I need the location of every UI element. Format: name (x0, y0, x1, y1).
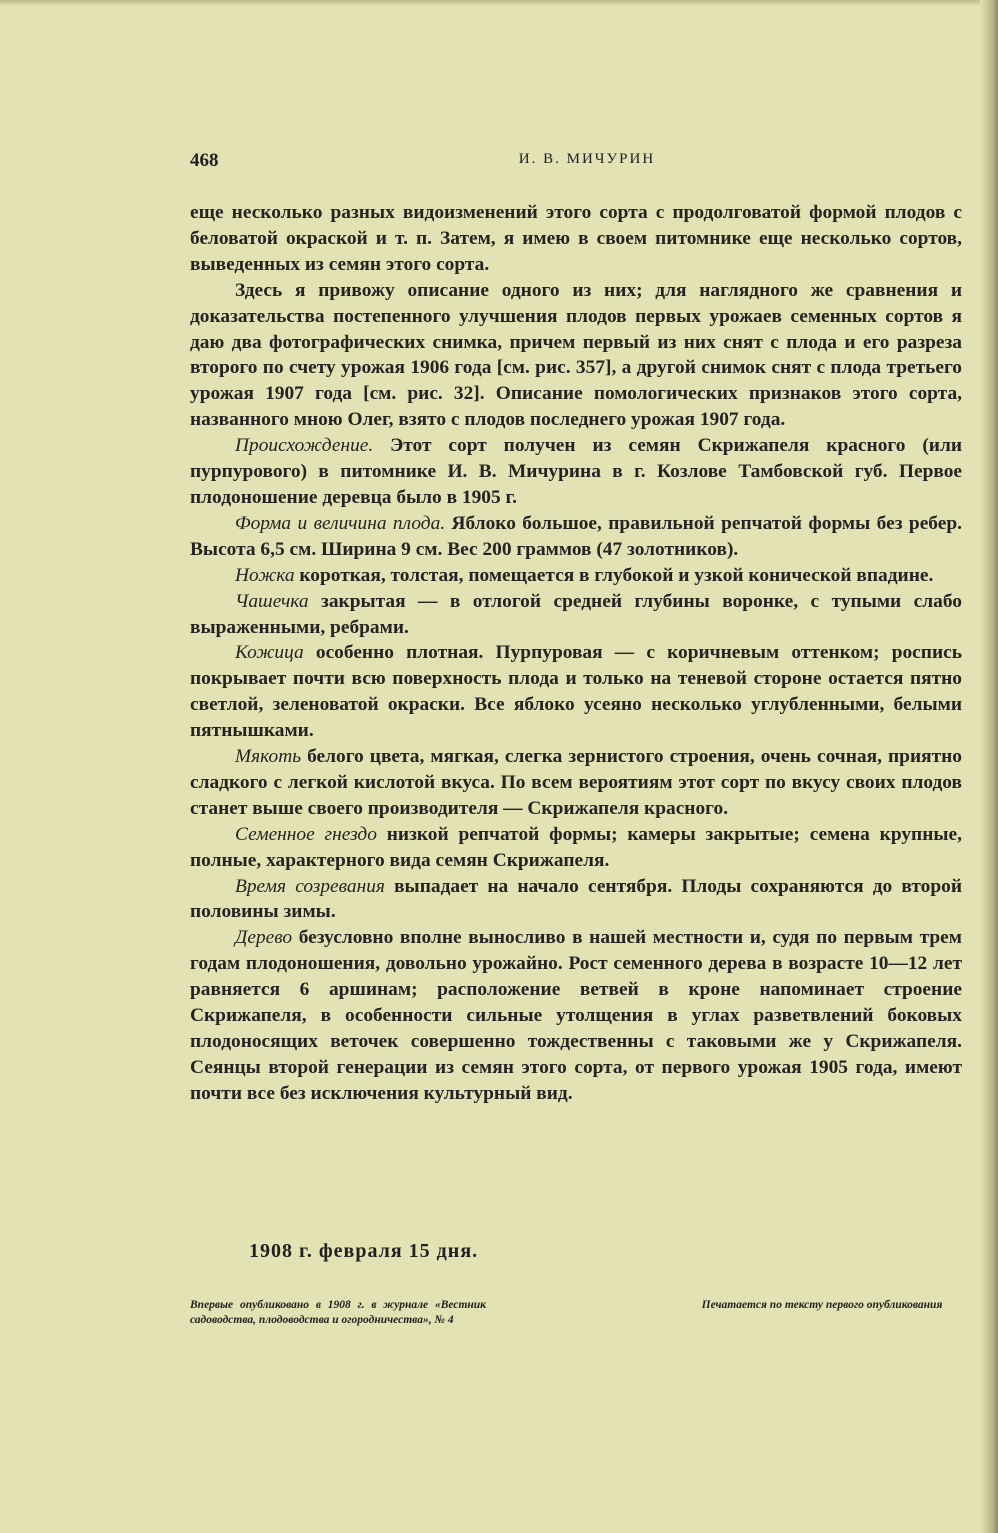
paragraph (190, 822, 962, 874)
paragraph-lead: Происхождение. (235, 435, 374, 457)
paragraph (190, 874, 962, 926)
paragraph-text: Яблоко большое, правильной репчатой формы без ребер. Высота 6,5 см. Ширина 9 см. Вес 200 граммов (47 золотников). (190, 512, 962, 560)
paragraph (190, 589, 962, 641)
paragraph-lead: Кожица (235, 642, 304, 664)
paragraph-lead: Форма и величина плода. (235, 512, 446, 534)
source-note: Печатается по тексту первого опубликования (701, 1299, 943, 1311)
paragraph-lead: Ножка (235, 564, 295, 586)
paragraph-text: короткая, толстая, помещается в глубокой и узкой конической впадине. (294, 564, 934, 586)
paragraph-text: выпадает на начало сентября. Плоды сохраняются до второй половины зимы. (190, 875, 962, 923)
paragraph-text: белого цвета, мягкая, слегка зернистого строения, очень сочная, приятно сладкого с легкой кислотой вкуса. По всем вероятиям этот сорт по вкусу своих плодов станет выше своего производителя — Скрижапеля красного. (190, 746, 962, 819)
paragraph (190, 200, 962, 278)
paragraph-text: низкой репчатой формы; камеры закрытые; семена крупные, полные, характерного вида семян Скрижапеля. (190, 823, 962, 871)
page-header (190, 150, 960, 174)
body-text (190, 200, 962, 1107)
page-number: 468 (190, 150, 219, 171)
publication-note: Впервые опубликовано в 1908 г. в журнале «Вестник садоводства, плодоводства и огородничества», № 4 (190, 1299, 486, 1326)
paragraph (190, 433, 962, 511)
paragraph (190, 563, 962, 589)
paragraph (190, 511, 962, 563)
paragraph-text: безусловно вполне выносливо в нашей местности и, судя по первым трем годам плодоношения, довольно урожайно. Рост семенного дерева в возрасте 10—12 лет равняется 6 аршинам; расположение ветвей в кроне напоминает строение Скрижапеля, в особенности сильные утолщения в углах разветвлений боковых плодоносящих веточек совершенно тождественны с таковыми же у Скрижапеля. Сеянцы второй генерации из семян этого сорта, от первого урожая 1905 года, имеют почти все без исключения культурный вид. (190, 927, 962, 1104)
paragraph (190, 925, 962, 1106)
paragraph (190, 744, 962, 822)
paragraph-lead: Дерево (235, 927, 293, 949)
paragraph (190, 640, 962, 744)
running-title: И. В. МИЧУРИН (518, 151, 656, 167)
paragraph (190, 278, 962, 433)
paragraph-text: закрытая — в отлогой средней глубины воронке, с тупыми слабо выраженными, ребрами. (190, 590, 962, 638)
paragraph-text: особенно плотная. Пурпуровая — с коричневым оттенком; роспись покрывает почти всю поверхность плода и только на теневой стороне остается пятно светлой, зеленоватой окраски. Все яблоко усеяно несколько углубленными, белыми пятнышками. (190, 642, 962, 742)
paragraph-text: Этот сорт получен из семян Скрижапеля красного (или пурпурового) в питомнике И. В. Мичурина в г. Козлове Тамбовской губ. Первое плодоношение деревца было в 1905 г. (190, 435, 962, 508)
page-top-edge (0, 0, 998, 6)
paragraph-lead: Мякоть (235, 746, 302, 768)
date-line: 1908 г. февраля 15 дня. (249, 1240, 479, 1262)
paragraph-text: еще несколько разных видоизменений этого сорта с продолговатой формой плодов с беловатой окраской и т. п. Затем, я имею в своем питомнике еще несколько сортов, выведенных из семян этого сорта. (190, 202, 962, 275)
paragraph-lead: Чашечка (235, 590, 309, 612)
paragraph-lead: Время созревания (235, 875, 385, 897)
paragraph-text: Здесь я привожу описание одного из них; для наглядного же сравнения и доказательства постепенного улучшения плодов первых урожаев семенных сортов я даю два фотографических снимка, причем первый из них снят с плода и его разреза второго по счету урожая 1906 года [см. рис. 357], а другой снимок снят с плода третьего урожая 1907 года [см. рис. 32]. Описание помологических признаков этого сорта, названного мною Олег, взято с плодов последнего урожая 1907 года. (190, 279, 962, 431)
page-right-edge (980, 0, 998, 1533)
paragraph-lead: Семенное гнездо (235, 823, 377, 845)
